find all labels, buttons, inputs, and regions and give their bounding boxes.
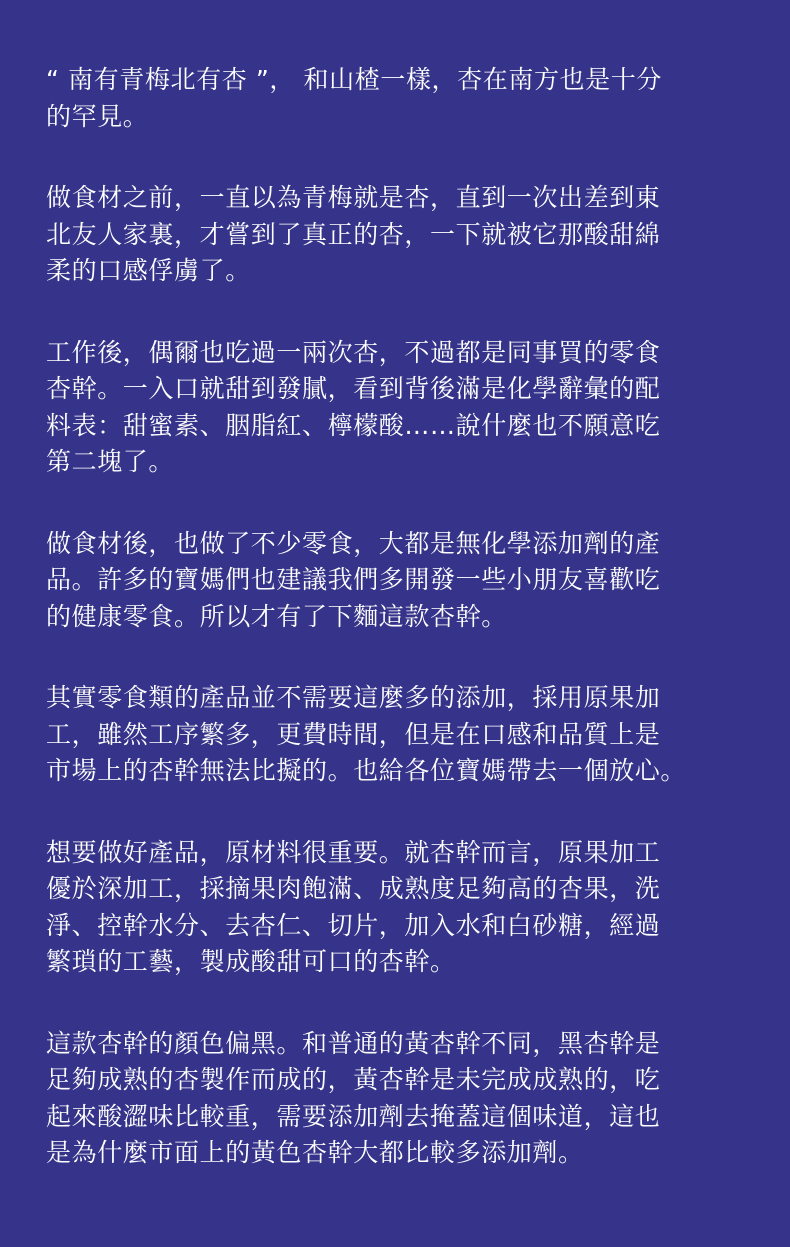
paragraph-3 — [46, 335, 746, 481]
paragraph-7 — [46, 1026, 746, 1172]
text-line: 杏幹。一入口就甜到發膩，看到背後滿是化學辭彙的配 — [46, 374, 661, 403]
text-line: 做食材之前，一直以為青梅就是杏，直到一次出差到東 — [46, 183, 661, 212]
text-line: 其實零食類的產品並不需要這麼多的添加，採用原果加 — [46, 683, 661, 712]
paragraph-6 — [46, 835, 746, 981]
paragraph-4 — [46, 526, 746, 636]
text-line: 品。許多的寶媽們也建議我們多開發一些小朋友喜歡吃 — [46, 565, 661, 594]
paragraph-5 — [46, 680, 746, 790]
text-line: 工，雖然工序繁多，更費時間，但是在口感和品質上是 — [46, 719, 661, 749]
text-line: 優於深加工，採摘果肉飽滿、成熟度足夠高的杏果，洗 — [46, 874, 661, 903]
text-line: 淨、控幹水分、去杏仁、切片，加入水和白砂糖，經過 — [46, 910, 661, 940]
text-line: 做食材後，也做了不少零食，大都是無化學添加劑的產 — [46, 528, 661, 558]
text-line: “ 南有青梅北有杏 ”， 和山楂一樣，杏在南方也是十分 — [46, 65, 662, 94]
text-line: 料表：甜蜜素、胭脂紅、檸檬酸……說什麼也不願意吃 — [46, 410, 661, 440]
text-line: 柔的口感俘虜了。 — [46, 256, 251, 285]
paragraph-1 — [46, 62, 746, 135]
text-line: 想要做好產品，原材料很重要。就杏幹而言，原果加工 — [46, 837, 661, 867]
text-line: 的健康零食。所以才有了下麵這款杏幹。 — [46, 601, 507, 631]
text-line: 北友人家裏，才嘗到了真正的杏，一下就被它那酸甜綿 — [46, 219, 661, 249]
text-line: 工作後，偶爾也吃過一兩次杏，不過都是同事買的零食 — [46, 337, 661, 367]
text-line: 市場上的杏幹無法比擬的。也給各位寶媽帶去一個放心。 — [46, 756, 687, 785]
text-line: 這款杏幹的顏色偏黑。和普通的黃杏幹不同，黑杏幹是 — [46, 1028, 661, 1058]
text-line: 的罕見。 — [46, 101, 149, 131]
text-line: 足夠成熟的杏製作而成的，黃杏幹是未完成成熟的，吃 — [46, 1065, 661, 1094]
paragraph-2 — [46, 180, 746, 290]
text-line: 是為什麼市面上的黃色杏幹大都比較多添加劑。 — [46, 1138, 584, 1167]
text-line: 起來酸澀味比較重，需要添加劑去掩蓋這個味道，這也 — [46, 1101, 661, 1131]
text-line: 第二塊了。 — [46, 447, 175, 476]
text-line: 繁瑣的工藝，製成酸甜可口的杏幹。 — [46, 947, 456, 976]
